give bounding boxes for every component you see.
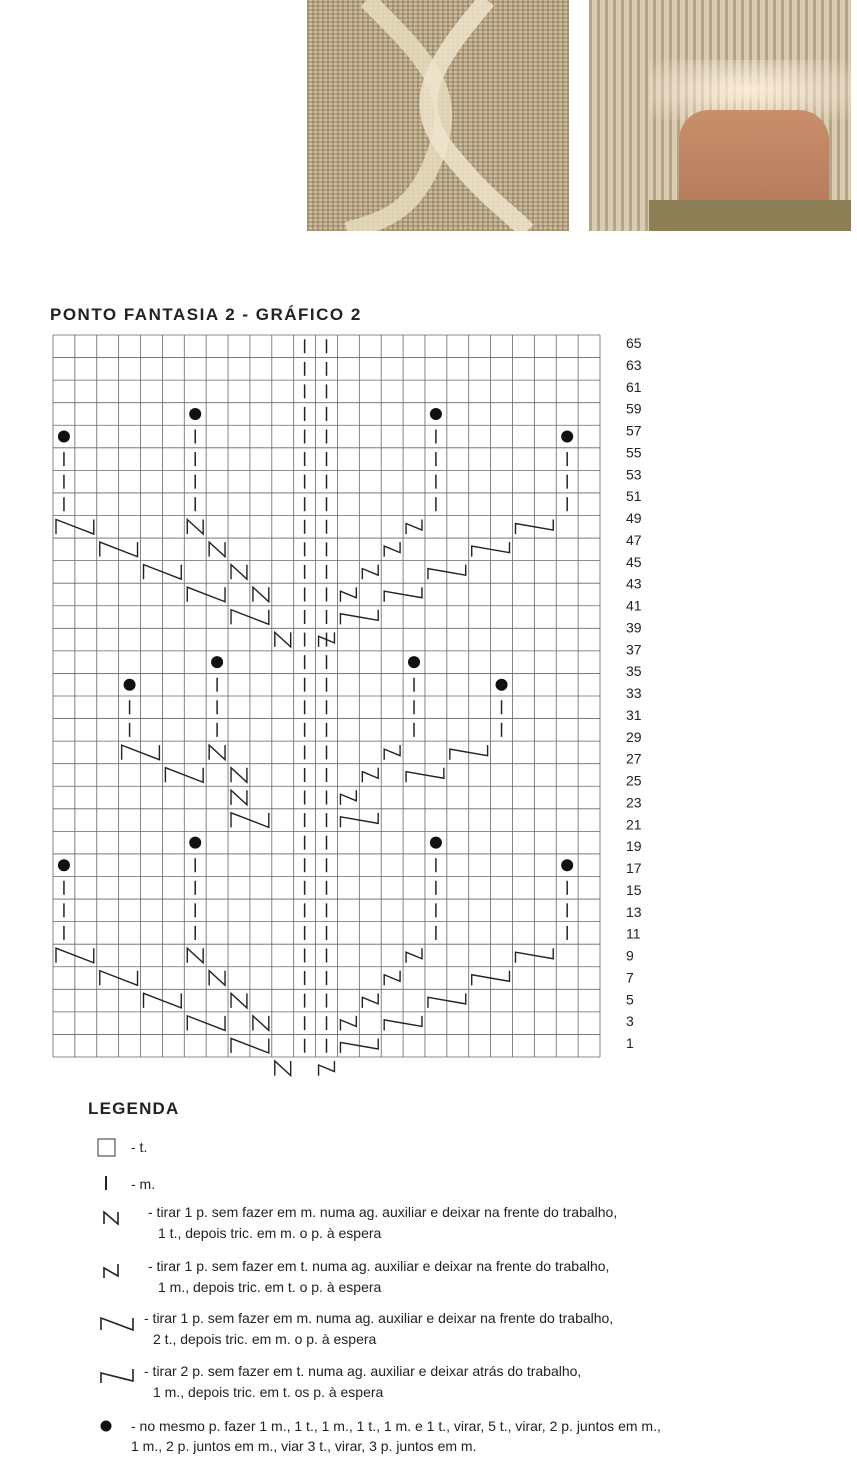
row-label: 45: [626, 553, 642, 570]
empty-square-icon: [97, 1138, 117, 1158]
bobble-dot: [561, 859, 573, 871]
row-label: 51: [626, 488, 642, 505]
cable-cross: [253, 587, 269, 602]
bobble-dot: [58, 859, 70, 871]
row-label: 1: [626, 1035, 634, 1052]
legend-text-line: 1 m., depois tric. em t. os p. à espera: [153, 1384, 384, 1400]
row-label: 61: [626, 378, 642, 395]
cable-cross: [340, 1016, 356, 1031]
row-label: 29: [626, 728, 642, 745]
row-label: 7: [626, 969, 634, 986]
cable-cross: [231, 768, 247, 783]
bobble-dot: [496, 679, 508, 691]
cable-cross: [231, 565, 247, 580]
cable-cross: [209, 542, 225, 557]
chart-symbols: [56, 339, 573, 1075]
legend-text-line: - t.: [131, 1139, 148, 1155]
row-label: 31: [626, 706, 642, 723]
row-label: 65: [626, 335, 642, 351]
cable-cross: [362, 565, 378, 580]
cable-cross: [187, 948, 203, 963]
bobble-dot: [408, 656, 420, 668]
cable-cross: [384, 745, 400, 760]
row-label: 43: [626, 575, 642, 592]
cable-cross: [319, 1061, 335, 1076]
bobble-dot: [124, 679, 136, 691]
row-label: 11: [626, 925, 641, 942]
legend-text-line: 1 m., depois tric. em t. o p. à espera: [158, 1279, 382, 1295]
legend-text-line: - tirar 1 p. sem fazer em t. numa ag. auxiliar e deixar na frente do trabalho,: [148, 1258, 610, 1274]
cable-cross: [340, 790, 356, 805]
cable-cross: [384, 971, 400, 986]
cable-cross: [187, 520, 203, 535]
row-label: 37: [626, 641, 642, 658]
row-label: 27: [626, 750, 642, 767]
row-label: 53: [626, 466, 642, 483]
row-label: 59: [626, 400, 642, 417]
row-label: 39: [626, 619, 642, 636]
row-label: 19: [626, 838, 642, 855]
bobble-dot: [189, 837, 201, 849]
row-label: 3: [626, 1013, 634, 1030]
legend-text-line: 2 t., depois tric. em m. o p. à espera: [153, 1331, 377, 1347]
bobble-dot: [430, 837, 442, 849]
cross-purl-front-icon: [101, 1208, 127, 1228]
vertical-bar-icon: [100, 1174, 112, 1192]
cross-2purl-back-icon: [98, 1367, 138, 1387]
row-label: 5: [626, 991, 634, 1008]
row-label: 17: [626, 860, 642, 877]
legend-text-line: - no mesmo p. fazer 1 m., 1 t., 1 m., 1 t., 1 m. e 1 t., virar, 5 t., virar, 2 p. juntos em m.,: [131, 1418, 661, 1434]
cross-knit-front-icon: [101, 1262, 127, 1282]
legend-text-line: 1 t., depois tric. em m. o p. à espera: [158, 1225, 382, 1241]
row-label: 41: [626, 597, 642, 614]
row-label: 15: [626, 881, 642, 898]
cable-cross: [275, 1061, 291, 1076]
legend-text-line: - tirar 1 p. sem fazer em m. numa ag. auxiliar e deixar na frente do trabalho,: [144, 1310, 614, 1326]
cable-cross: [253, 1016, 269, 1031]
row-label: 33: [626, 685, 642, 702]
legend-title: LEGENDA: [88, 1099, 180, 1118]
cable-cross: [275, 632, 291, 647]
cable-cross: [362, 993, 378, 1008]
row-label: 47: [626, 531, 642, 548]
bobble-dot: [561, 431, 573, 443]
row-label: 63: [626, 356, 642, 373]
bobble-dot: [211, 656, 223, 668]
cable-cross: [362, 768, 378, 783]
chart-title: PONTO FANTASIA 2 - GRÁFICO 2: [50, 305, 362, 324]
row-label: 21: [626, 816, 642, 833]
cable-cross: [406, 948, 422, 963]
cable-cross: [340, 587, 356, 602]
row-label: 13: [626, 903, 642, 920]
bobble-dot-icon: [99, 1419, 113, 1433]
cable-cross: [384, 542, 400, 557]
cable-cross: [231, 993, 247, 1008]
row-label: 35: [626, 663, 642, 680]
cross-2purl-front-icon: [98, 1314, 138, 1334]
row-label: 55: [626, 444, 642, 461]
bobble-dot: [430, 408, 442, 420]
cable-cross: [406, 520, 422, 535]
legend-text-line: - m.: [131, 1176, 156, 1192]
cable-cross: [209, 745, 225, 760]
row-label: 9: [626, 947, 634, 964]
row-labels: [626, 335, 642, 1051]
row-label: 25: [626, 772, 642, 789]
legend-text-line: 1 m., 2 p. juntos em m., viar 3 t., virar, 3 p. juntos em m.: [131, 1438, 477, 1454]
row-label: 23: [626, 794, 642, 811]
legend-text-line: - tirar 2 p. sem fazer em t. numa ag. auxiliar e deixar atrás do trabalho,: [144, 1363, 582, 1379]
bobble-dot: [189, 408, 201, 420]
legend-text-line: - tirar 1 p. sem fazer em m. numa ag. auxiliar e deixar na frente do trabalho,: [148, 1204, 618, 1220]
cable-cross: [209, 971, 225, 986]
cable-cross: [231, 790, 247, 805]
bobble-dot: [58, 431, 70, 443]
row-label: 57: [626, 422, 642, 439]
row-label: 49: [626, 510, 642, 527]
